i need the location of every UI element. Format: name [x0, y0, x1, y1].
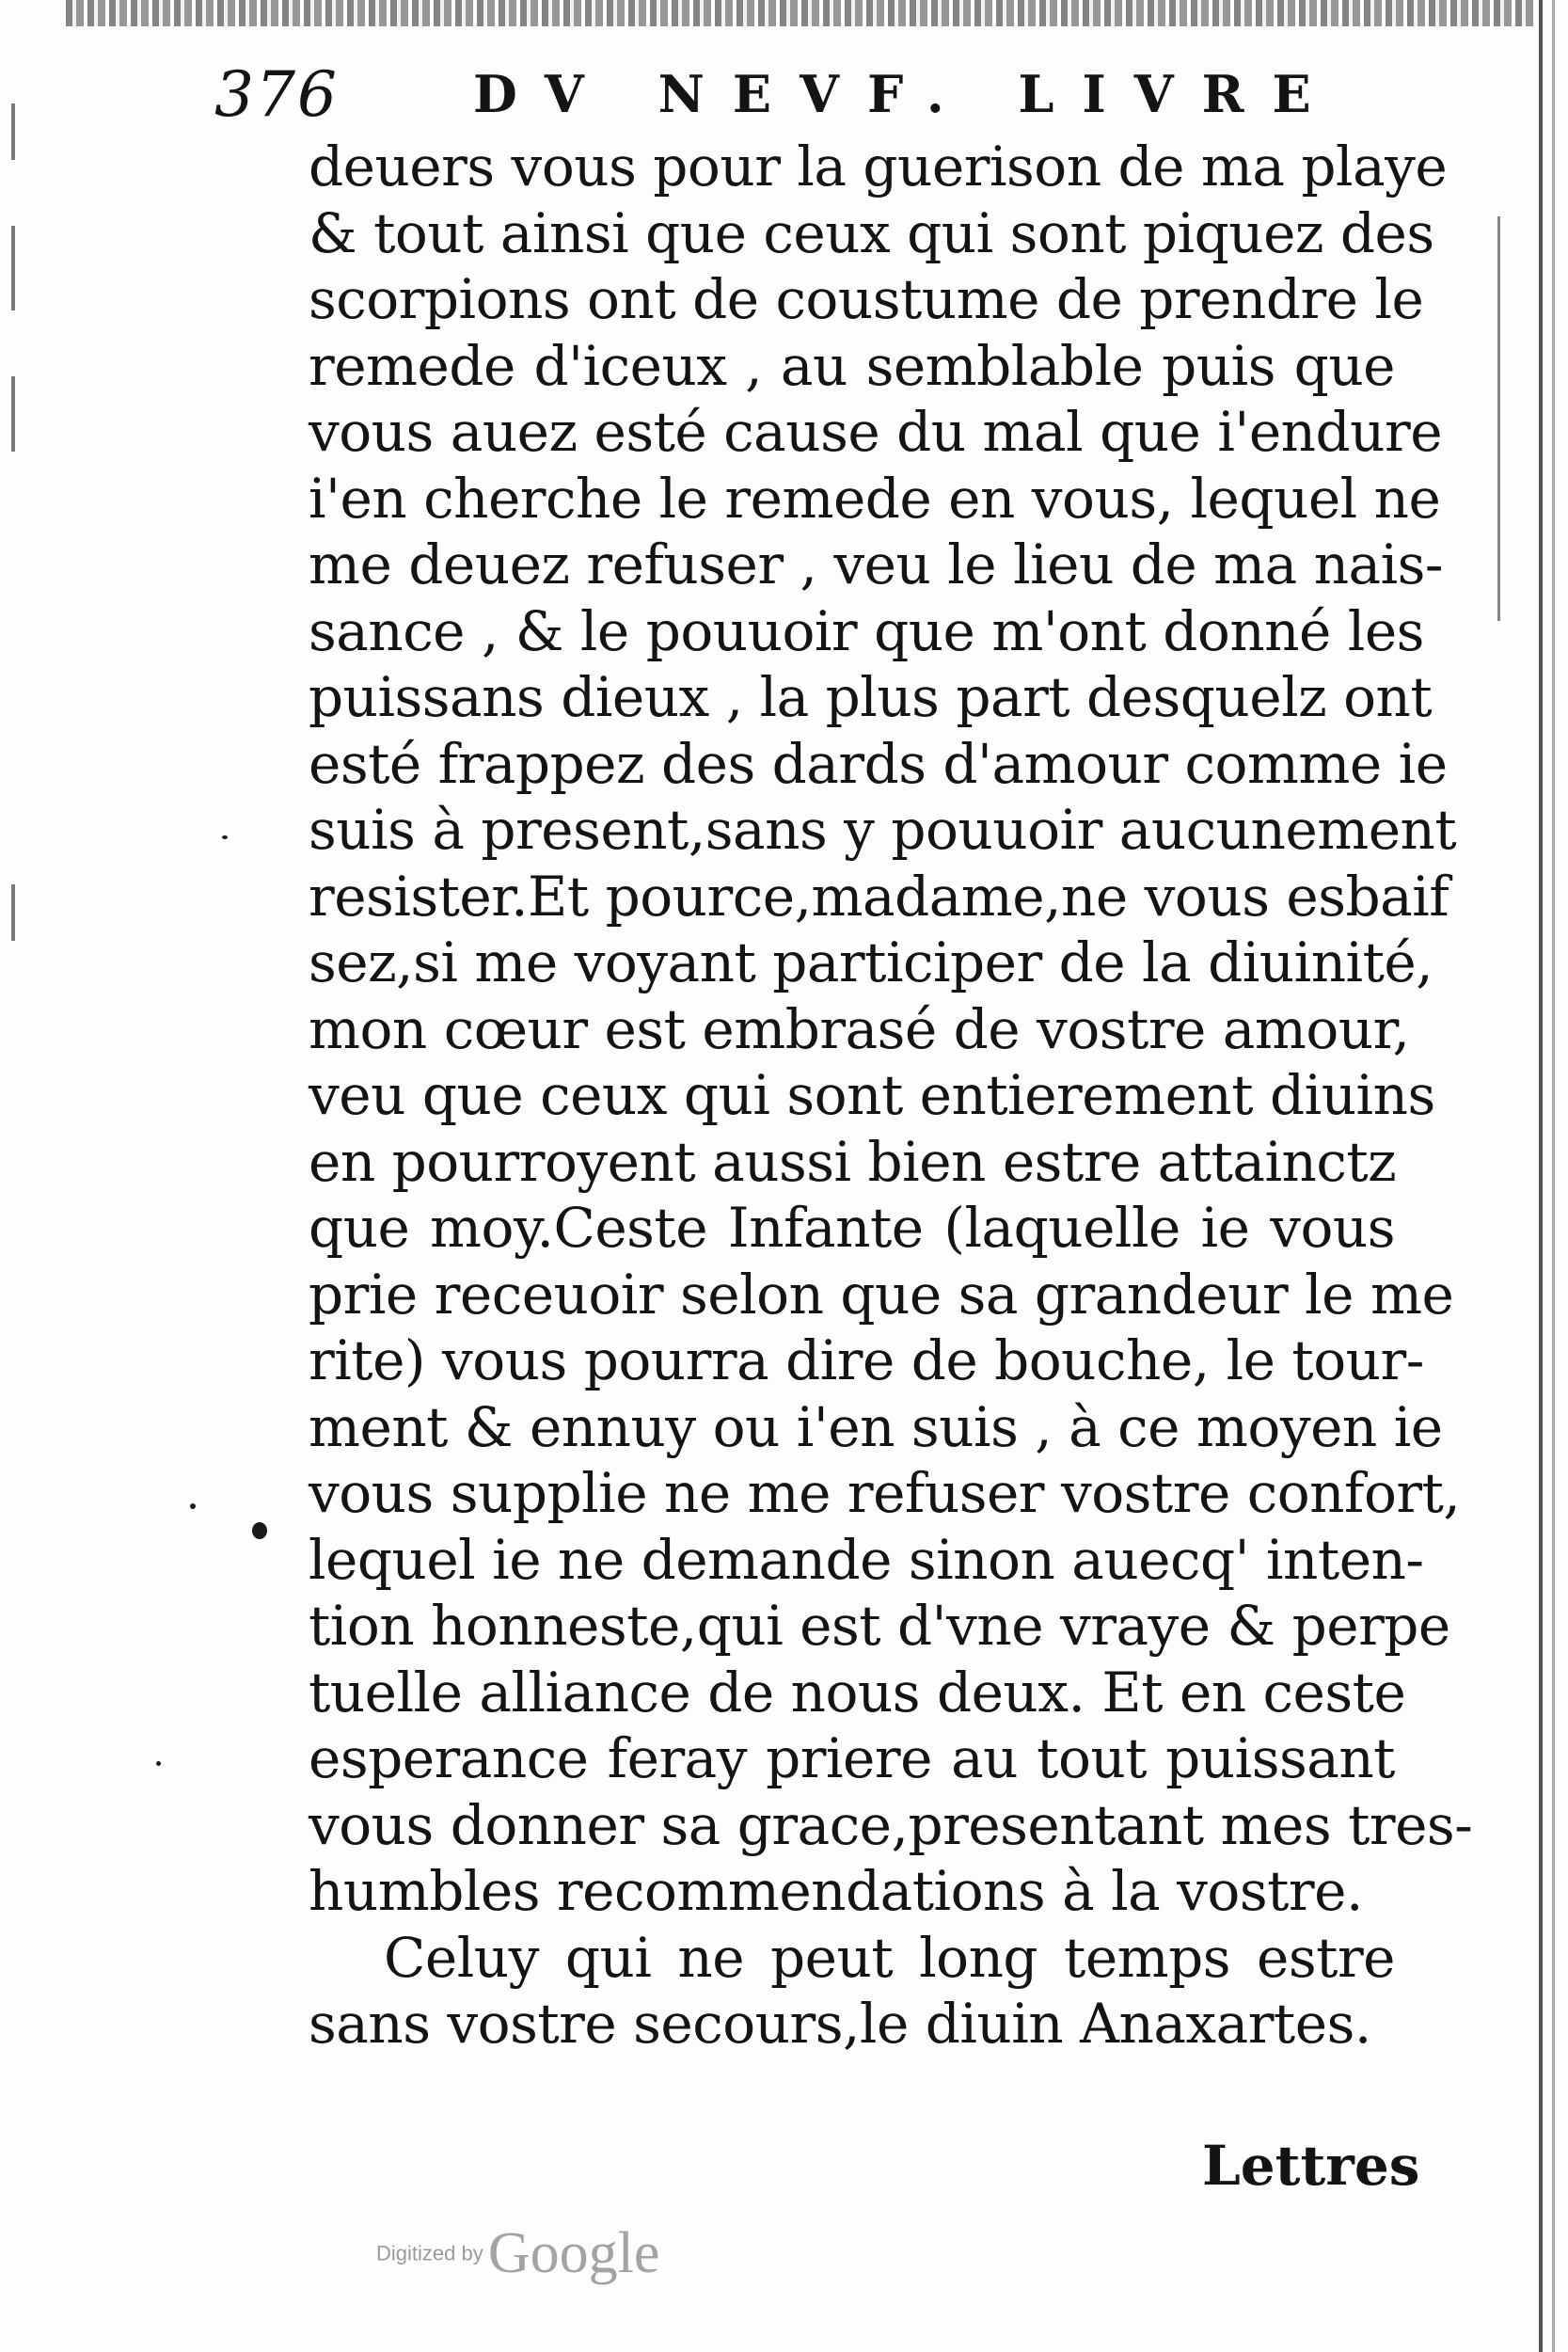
catchword: Lettres — [1202, 2134, 1420, 2198]
text-line: suis à present,sans y pouuoir aucunement — [309, 798, 1457, 862]
text-line: vous donner sa grace,presentant mes tres- — [309, 1792, 1473, 1857]
margin-rule — [1497, 216, 1500, 621]
text-line: prie receuoir selon que sa grandeur le me — [309, 1262, 1454, 1327]
text-line: deuers vous pour la guerison de ma playe — [309, 135, 1448, 199]
text-line: vous supplie ne me refuser vostre confort, — [309, 1461, 1461, 1525]
ink-spot — [190, 1503, 196, 1509]
ink-spot — [252, 1522, 267, 1539]
digitization-watermark — [376, 2220, 659, 2287]
text-line: sance , & le pouuoir que m'ont donné les — [309, 598, 1424, 663]
text-line: sans vostre secours,le diuin Anaxartes. — [309, 1992, 1371, 2056]
running-title: DV NEVF. LIVRE — [473, 64, 1339, 124]
ink-spot — [156, 1761, 161, 1766]
text-line: tuelle alliance de nous deux. Et en ceste — [309, 1660, 1406, 1724]
text-line: humbles recommendations à la vostre. — [309, 1859, 1363, 1923]
text-line: en pourroyent aussi bien estre attainctz — [309, 1129, 1397, 1194]
text-line: rite) vous pourra dire de bouche, le tour- — [309, 1328, 1424, 1392]
watermark-prefix: Digitized by — [376, 2241, 483, 2265]
text-line: scorpions ont de coustume de prendre le — [309, 267, 1424, 331]
page-right-edge — [1539, 0, 1543, 2352]
left-edge-mark — [11, 884, 15, 941]
text-line: que moy.Ceste Infante (laquelle ie vous — [309, 1196, 1395, 1260]
page-top-edge — [66, 0, 1533, 26]
text-line: ment & ennuy ou i'en suis , à ce moyen ie — [309, 1394, 1443, 1459]
text-line: sez,si me voyant participer de la diuinité, — [309, 930, 1433, 994]
page-right-edge-shadow — [1552, 0, 1555, 2352]
text-line: i'en cherche le remede en vous, lequel ne — [309, 466, 1441, 531]
text-line: puissans dieux , la plus part desquelz ont — [309, 665, 1433, 729]
text-line: esperance feray priere au tout puissant — [309, 1726, 1395, 1790]
left-edge-mark — [11, 103, 15, 160]
text-line: mon cœur est embrasé de vostre amour, — [309, 996, 1410, 1061]
text-line: Celuy qui ne peut long temps estre — [384, 1925, 1395, 1990]
ink-spot — [222, 835, 228, 839]
left-edge-mark — [11, 226, 15, 310]
body-text — [309, 134, 1473, 2058]
text-line: veu que ceux qui sont entierement diuins — [309, 1063, 1435, 1127]
text-line: & tout ainsi que ceux qui sont piquez des — [309, 200, 1434, 265]
text-line: vous auez esté cause du mal que i'endure — [309, 400, 1443, 464]
text-line: esté frappez des dards d'amour comme ie — [309, 731, 1448, 796]
text-line: tion honneste,qui est d'vne vraye & perpe — [309, 1594, 1450, 1658]
text-line: remede d'iceux , au semblable puis que — [309, 333, 1395, 398]
text-line: lequel ie ne demande sinon auecq' inten- — [309, 1527, 1424, 1592]
text-line: me deuez refuser , veu le lieu de ma nais- — [309, 532, 1444, 596]
running-head — [214, 58, 1339, 143]
google-logo: Google — [487, 2221, 660, 2285]
text-line: resister.Et pource,madame,ne vous esbaif — [309, 864, 1449, 929]
left-edge-mark — [11, 376, 15, 452]
page-number: 376 — [214, 58, 339, 131]
